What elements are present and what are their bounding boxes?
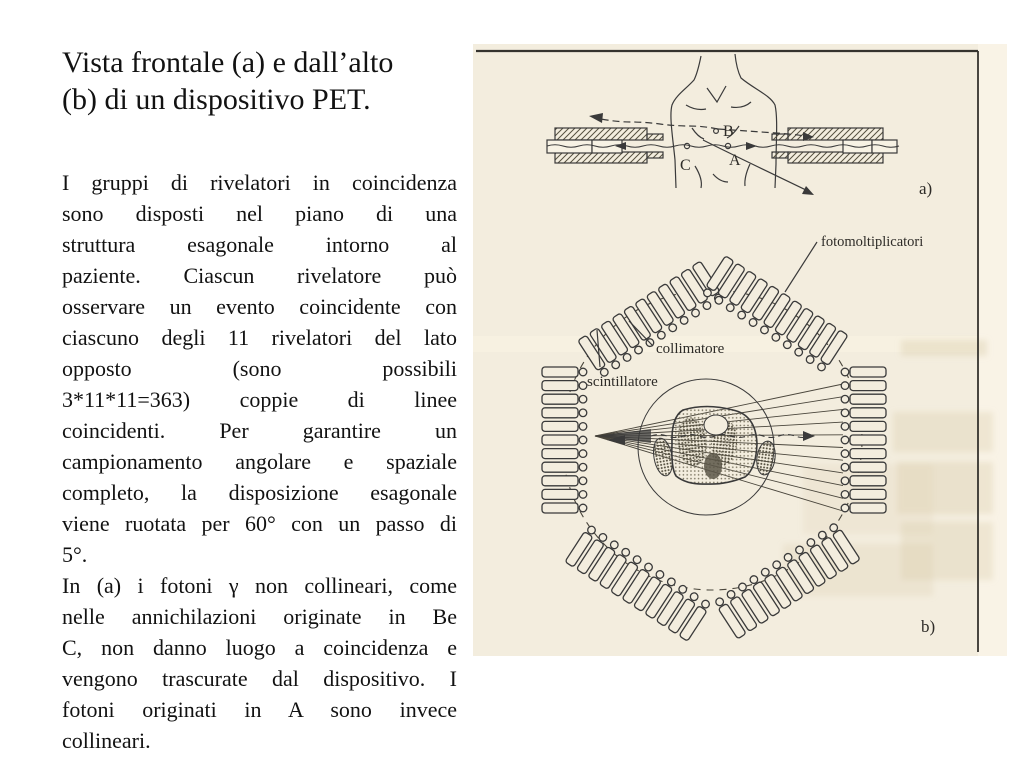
body-line: collineari. [62,728,151,753]
bank-right [841,367,886,513]
body-line: ciascuno degli 11 rivelatori del lato [62,325,457,350]
body-text [62,167,457,756]
body-line: opposto (sono possibili [62,356,457,381]
spine-region [704,453,722,479]
page-title [62,44,486,118]
body-line: 5°. [62,542,88,567]
collimator-label: collimatore [656,341,725,357]
point-b-label: B [723,123,734,140]
pet-figure-svg [473,44,1007,656]
body-line: 3*11*11=363) coppie di linee [62,387,457,412]
photomultiplier-box [843,140,872,153]
body-line: In (a) i fotoni γ non collineari, come [62,573,457,598]
point-c-label: C [680,157,691,174]
view-b-label: b) [921,617,936,636]
body-line: sono disposti nel piano di una [62,201,457,226]
body-line: nelle annichilazioni originate in Be [62,604,457,629]
photomultiplier-box [547,140,592,153]
bank-left [542,367,587,513]
heart-region [704,415,728,435]
body-line: campionamento angolare e spaziale [62,449,457,474]
body-line: C, non danno luogo a coincidenza e [62,635,457,660]
body-line: completo, la disposizione esagonale [62,480,457,505]
body-line: fotoni originati in A sono invece [62,697,457,722]
title-line-1: Vista frontale (a) e dall’alto [62,46,394,79]
body-line: osservare un evento coincidente con [62,294,457,319]
body-line: I gruppi di rivelatori in coincidenza [62,170,457,195]
pet-figure [473,44,1007,656]
body-line: struttura esagonale intorno al [62,232,457,257]
photomultipliers-label: fotomoltiplicatori [821,234,924,250]
body-line: vengono trascurate dal dispositivo. I [62,666,457,691]
body-line: paziente. Ciascun rivelatore può [62,263,457,288]
point-a-label: A [729,152,741,169]
body-line: coincidenti. Per garantire un [62,418,457,443]
title-line-2: (b) di un dispositivo PET. [62,83,371,116]
body-line: viene ruotata per 60° con un passo di [62,511,457,536]
scintillator-label: scintillatore [587,374,658,390]
view-a-label: a) [919,179,933,198]
